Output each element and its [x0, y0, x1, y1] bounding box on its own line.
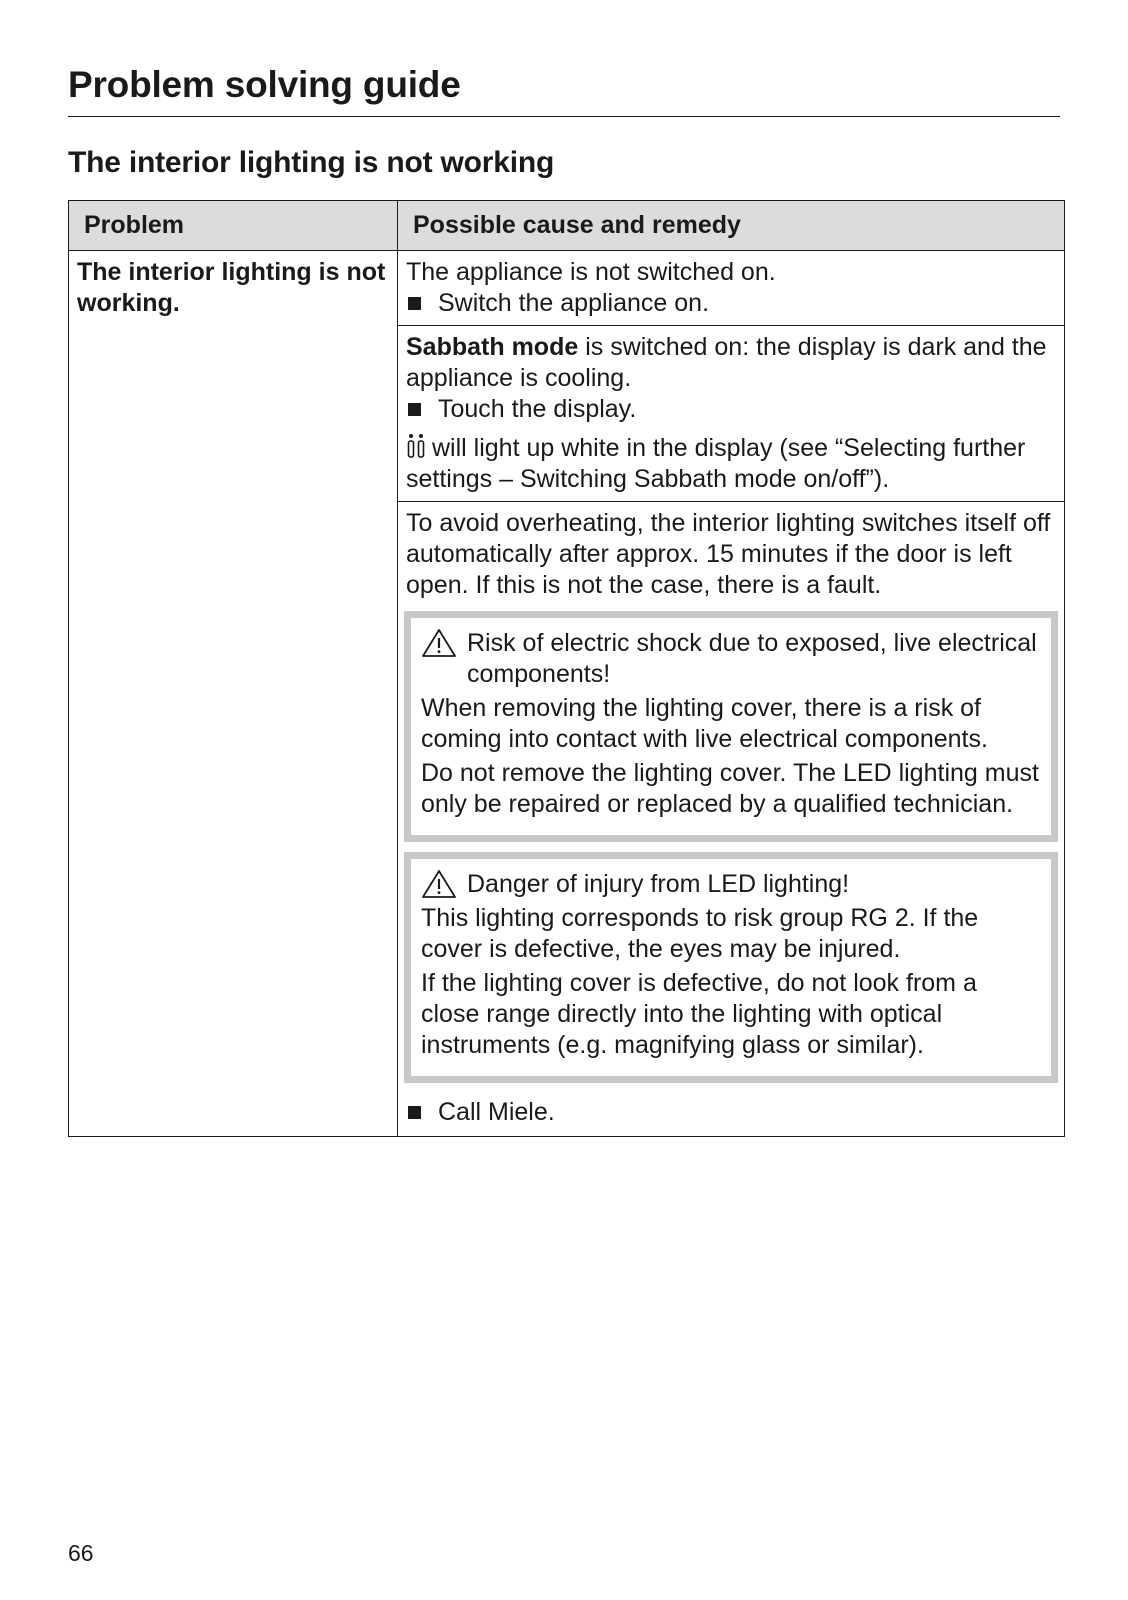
cause-cell-1: [398, 251, 1065, 326]
sabbath-note-text: will light up white in the display (see “Selecting further settings – Switching Sabbath mode on/off”).: [406, 434, 1026, 493]
remedy-item: [406, 1097, 1056, 1128]
warning-triangle-icon: [421, 869, 457, 899]
warning-paragraph: This lighting corresponds to risk group RG 2. If the cover is defective, the eyes may be injured.: [421, 904, 979, 963]
sabbath-mode-term: Sabbath mode: [406, 333, 579, 361]
problem-table: [68, 200, 1065, 1137]
warning-title: Danger of injury from LED lighting!: [467, 870, 850, 898]
remedy-text: Touch the display.: [438, 395, 637, 423]
remedy-text: Switch the appliance on.: [438, 289, 710, 317]
cause-text: The appliance is not switched on.: [406, 258, 776, 286]
remedy-item: [406, 288, 1056, 319]
cause-cell-2: [398, 326, 1065, 502]
header-problem: Problem: [69, 201, 398, 251]
page-title: Problem solving guide: [68, 64, 1060, 117]
cause-text-rest: is switched on: the display is dark and the appliance is cooling.: [406, 333, 1047, 392]
cause-text: [406, 332, 1056, 394]
page-number: 66: [68, 1540, 94, 1566]
warning-paragraph: If the lighting cover is defective, do not look from a close range directly into the lighting with optical instruments (e.g. magnifying glass or similar).: [421, 969, 977, 1059]
sabbath-mode-icon: [406, 433, 426, 459]
section-title: The interior lighting is not working: [68, 146, 555, 179]
header-remedy: Possible cause and remedy: [398, 201, 1065, 251]
warning-paragraph: When removing the lighting cover, there is a risk of coming into contact with live electrical components.: [421, 694, 988, 753]
sabbath-note: [406, 433, 1056, 495]
cause-cell-3: [398, 502, 1065, 1137]
bullet-square-icon: [408, 403, 421, 416]
bullet-square-icon: [408, 297, 421, 310]
warning-triangle-icon: [421, 628, 457, 658]
table-header-row: [69, 201, 1065, 251]
remedy-text: Call Miele.: [438, 1098, 555, 1126]
cause-text: To avoid overheating, the interior lighting switches itself off automatically after approx. 15 minutes if the door is left open. If this is not the case, there is a fault.: [406, 509, 1051, 599]
problem-cell: The interior lighting is not working.: [69, 251, 398, 1137]
remedy-item: [406, 394, 1056, 425]
warning-box-electric-shock: [404, 611, 1058, 842]
table-row: [69, 251, 1065, 326]
warning-paragraph: Do not remove the lighting cover. The LED lighting must only be repaired or replaced by a qualified technician.: [421, 759, 1039, 818]
warning-box-led-injury: [404, 852, 1058, 1083]
bullet-square-icon: [408, 1106, 421, 1119]
warning-title: Risk of electric shock due to exposed, live electrical components!: [467, 629, 1037, 688]
